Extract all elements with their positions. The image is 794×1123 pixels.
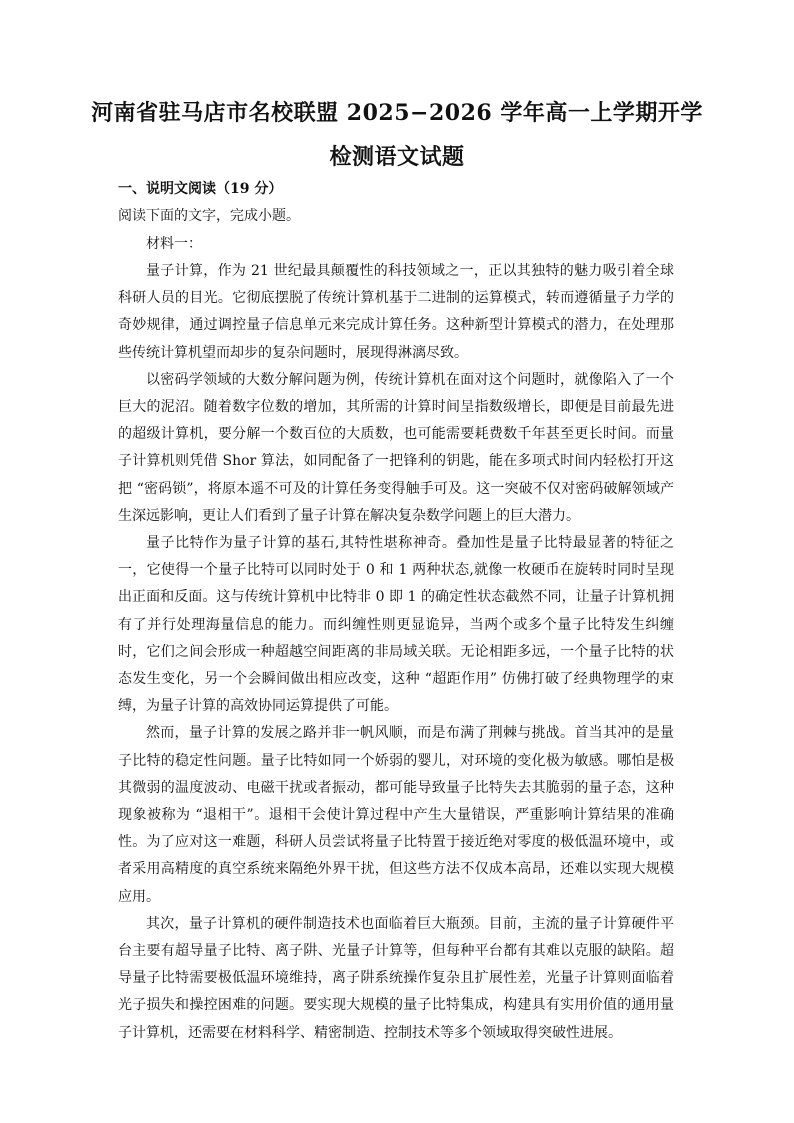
reading-instruction: 阅读下面的文字，完成小题。 [118, 208, 300, 224]
passage-paragraph-3: 量子比特作为量子计算的基石,其特性堪称神奇。叠加性是量子比特最显著的特征之一，它使得一个量子比特可以同时处于 0 和 1 两种状态,就像一枚硬币在旋转时同时呈现出正面和反面。这与传统计算机中比特非 0 即 1 的确定性状态截然不同，让量子计算机拥有了并行处理海量信息的能力。而纠缠性则更显诡异，当两个或多个量子比特发生纠缠时，它们之间会形成一种超越空间距离的非局域关联。无论相距多远，一个量子比特的状态发生变化，另一个会瞬间做出相应改变，这种 “超距作用” 仿佛打破了经典物理学的束缚，为量子计算的高效协同运算提供了可能。 [118, 535, 674, 715]
passage-body [118, 258, 674, 1047]
passage-paragraph-5: 其次，量子计算机的硬件制造技术也面临着巨大瓶颈。目前，主流的量子计算硬件平台主要有超导量子比特、离子阱、光量子计算等，但每种平台都有其难以克服的缺陷。超导量子比特需要极低温环境维持，离子阱系统操作复杂且扩展性差，光量子计算则面临着光子损失和操控困难的问题。要实现大规模的量子比特集成，构建具有实用价值的通用量子计算机，还需要在材料科学、精密制造、控制技术等多个领域取得突破性进展。 [118, 915, 674, 1041]
passage-paragraph-4: 然而，量子计算的发展之路并非一帆风顺，而是布满了荆棘与挑战。首当其冲的是量子比特的稳定性问题。量子比特如同一个娇弱的婴儿，对环境的变化极为敏感。哪怕是极其微弱的温度波动、电磁干扰或者振动，都可能导致量子比特失去其脆弱的量子态，这种现象被称为 “退相干”。退相干会使计算过程中产生大量错误，严重影响计算结果的准确性。为了应对这一难题，科研人员尝试将量子比特置于接近绝对零度的极低温环境中，或者采用高精度的真空系统来隔绝外界干扰，但这些方法不仅成本高昂，还难以实现大规模应用。 [118, 725, 674, 905]
material-label: 材料一： [146, 236, 202, 252]
passage-paragraph-1: 量子计算，作为 21 世纪最具颠覆性的科技领域之一，正以其独特的魅力吸引着全球科研人员的目光。它彻底摆脱了传统计算机基于二进制的运算模式，转而遵循量子力学的奇妙规律，通过调控量子信息单元来完成计算任务。这种新型计算模式的潜力，在处理那些传统计算机望而却步的复杂问题时，展现得淋漓尽致。 [118, 263, 674, 361]
section-heading: 一、说明文阅读（19 分） [118, 181, 283, 197]
passage-paragraph-2: 以密码学领域的大数分解问题为例，传统计算机在面对这个问题时，就像陷入了一个巨大的泥沼。随着数字位数的增加，其所需的计算时间呈指数级增长，即便是目前最先进的超级计算机，要分解一个数百位的大质数，也可能需要耗费数千年甚至更长时间。而量子计算机则凭借 Shor 算法，如同配备了一把锋利的钥匙，能在多项式时间内轻松打开这把 “密码锁”，将原本遥不可及的计算任务变得触手可及。这一突破不仅对密码破解领域产生深远影响，更让人们看到了量子计算在解决复杂数学问题上的巨大潜力。 [118, 371, 674, 524]
exam-title-line-1: 河南省驻马店市名校联盟 2025−2026 学年高一上学期开学 [91, 100, 703, 126]
exam-title-line-2: 检测语文试题 [329, 144, 465, 170]
